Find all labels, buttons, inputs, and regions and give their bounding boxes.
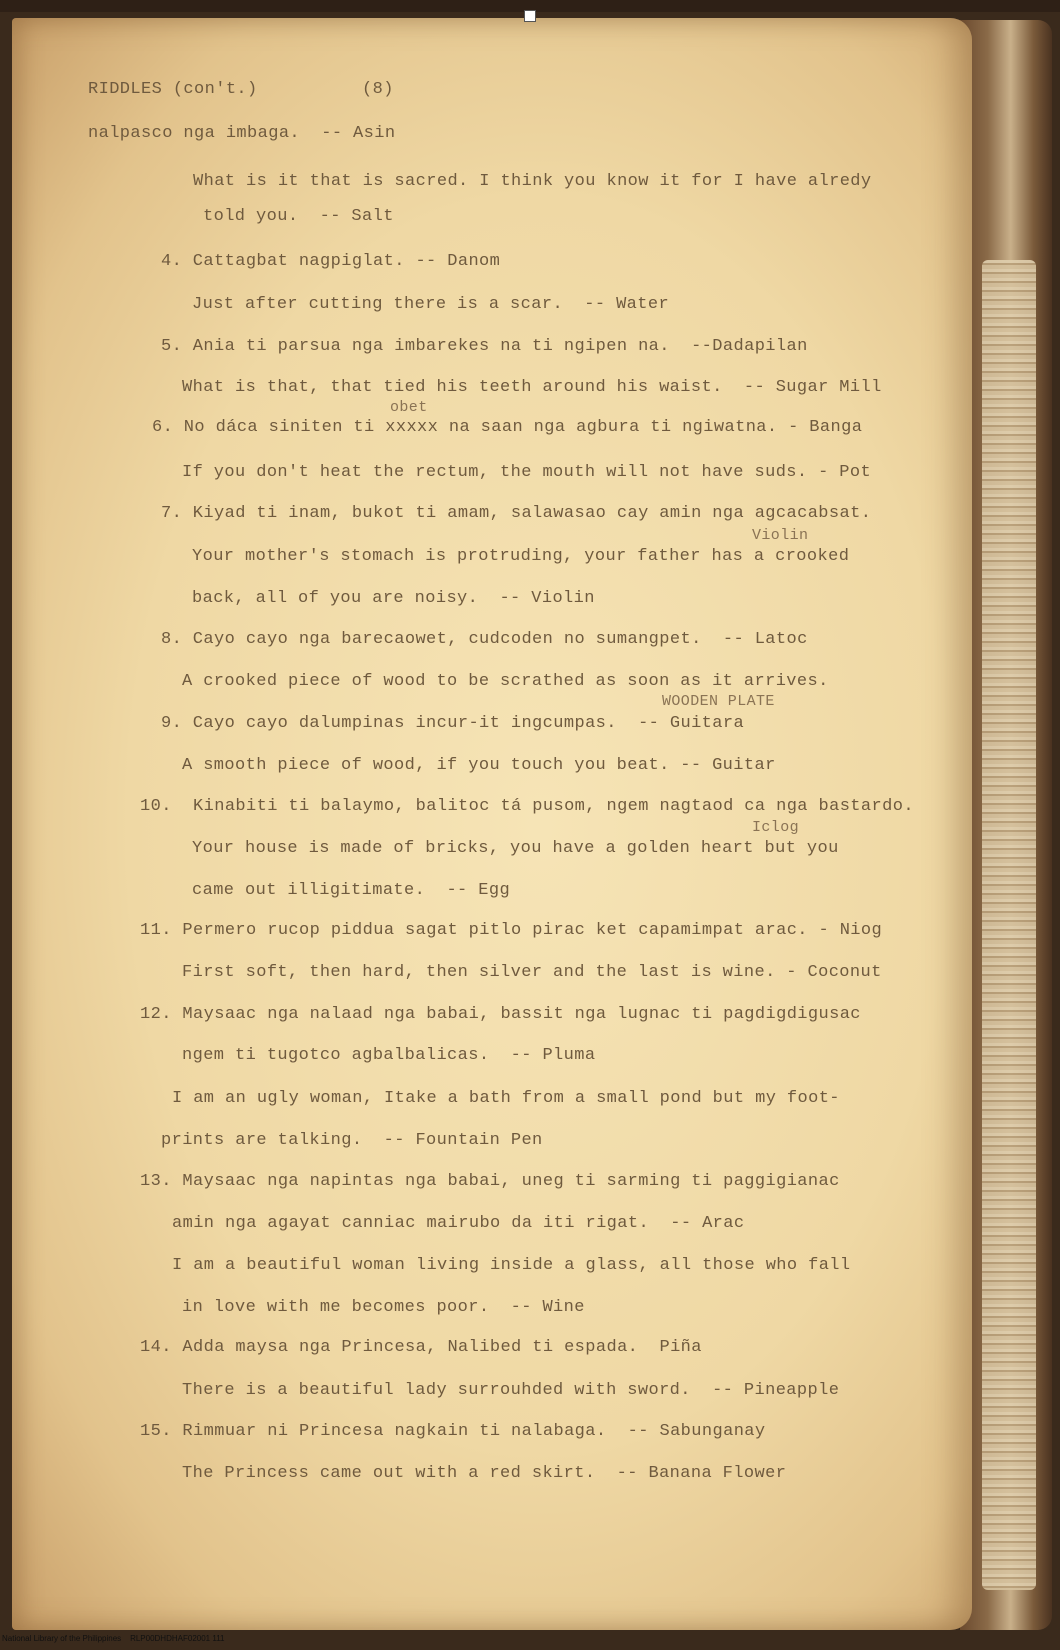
text-line: A smooth piece of wood, if you touch you beat. -- Guitar [182,756,776,775]
annotation: Iclog [752,819,800,836]
riddle-10: 10. Kinabiti ti balaymo, balitoc tá pusom, ngem nagtaod ca nga bastardo. [140,797,914,816]
riddle-8: 8. Cayo cayo nga barecaowet, cudcoden no sumangpet. -- Latoc [161,630,808,649]
annotation: obet [390,399,428,416]
text-line: There is a beautiful lady surrouhded with sword. -- Pineapple [182,1381,840,1400]
text-line: amin nga agayat canniac mairubo da iti rigat. -- Arac [172,1214,745,1233]
text-line: What is it that is sacred. I think you know it for I have alredy [193,172,872,191]
text-line: A crooked piece of wood to be scrathed as soon as it arrives. [182,672,829,691]
text-line: back, all of you are noisy. -- Violin [192,589,595,608]
page-number: (8) [362,80,394,99]
annotation: Violin [752,527,809,544]
page-title: RIDDLES (con't.) [88,80,258,99]
text-line: nalpasco nga imbaga. -- Asin [88,124,396,143]
page-stack [982,260,1036,1590]
text-line: came out illigitimate. -- Egg [192,881,511,900]
text-line: First soft, then hard, then silver and the last is wine. - Coconut [182,963,882,982]
riddle-13: 13. Maysaac nga napintas nga babai, uneg ti sarming ti paggigianac [140,1172,840,1191]
riddle-7: 7. Kiyad ti inam, bukot ti amam, salawasao cay amin nga agcacabsat. [161,504,872,523]
annotation: WOODEN PLATE [662,693,775,710]
text-line: What is that, that tied his teeth around his waist. -- Sugar Mill [182,378,882,397]
riddle-6: 6. No dáca siniten ti xxxxx na saan nga agbura ti ngiwatna. - Banga [152,418,863,437]
text-line: I am a beautiful woman living inside a glass, all those who fall [172,1256,851,1275]
text-line: in love with me becomes poor. -- Wine [182,1298,585,1317]
riddle-14: 14. Adda maysa nga Princesa, Nalibed ti espada. Piña [140,1338,702,1357]
text-line: Your house is made of bricks, you have a golden heart but you [192,839,839,858]
text-line: told you. -- Salt [203,207,394,226]
text-line: Just after cutting there is a scar. -- Water [192,295,670,314]
riddle-9: 9. Cayo cayo dalumpinas incur-it ingcumpas. -- Guitara [161,714,745,733]
text-line: I am an ugly woman, Itake a bath from a small pond but my foot- [172,1089,840,1108]
text-line: Your mother's stomach is protruding, your father has a crooked [192,547,850,566]
riddle-12: 12. Maysaac nga nalaad nga babai, bassit nga lugnac ti pagdigdigusac [140,1005,861,1024]
text-line: prints are talking. -- Fountain Pen [161,1131,543,1150]
scan-footer: National Library of the Philippines RLP00DHDHAF02001 111 [2,1634,225,1643]
riddle-4: 4. Cattagbat nagpiglat. -- Danom [161,252,501,271]
marker-icon [524,10,536,22]
text-line: If you don't heat the rectum, the mouth will not have suds. - Pot [182,463,872,482]
text-line: The Princess came out with a red skirt. -- Banana Flower [182,1464,787,1483]
riddle-11: 11. Permero rucop piddua sagat pitlo pirac ket capamimpat arac. - Niog [140,921,883,940]
text-line: ngem ti tugotco agbalbalicas. -- Pluma [182,1046,596,1065]
riddle-5: 5. Ania ti parsua nga imbarekes na ti ngipen na. --Dadapilan [161,337,808,356]
riddle-15: 15. Rimmuar ni Princesa nagkain ti nalabaga. -- Sabunganay [140,1422,766,1441]
